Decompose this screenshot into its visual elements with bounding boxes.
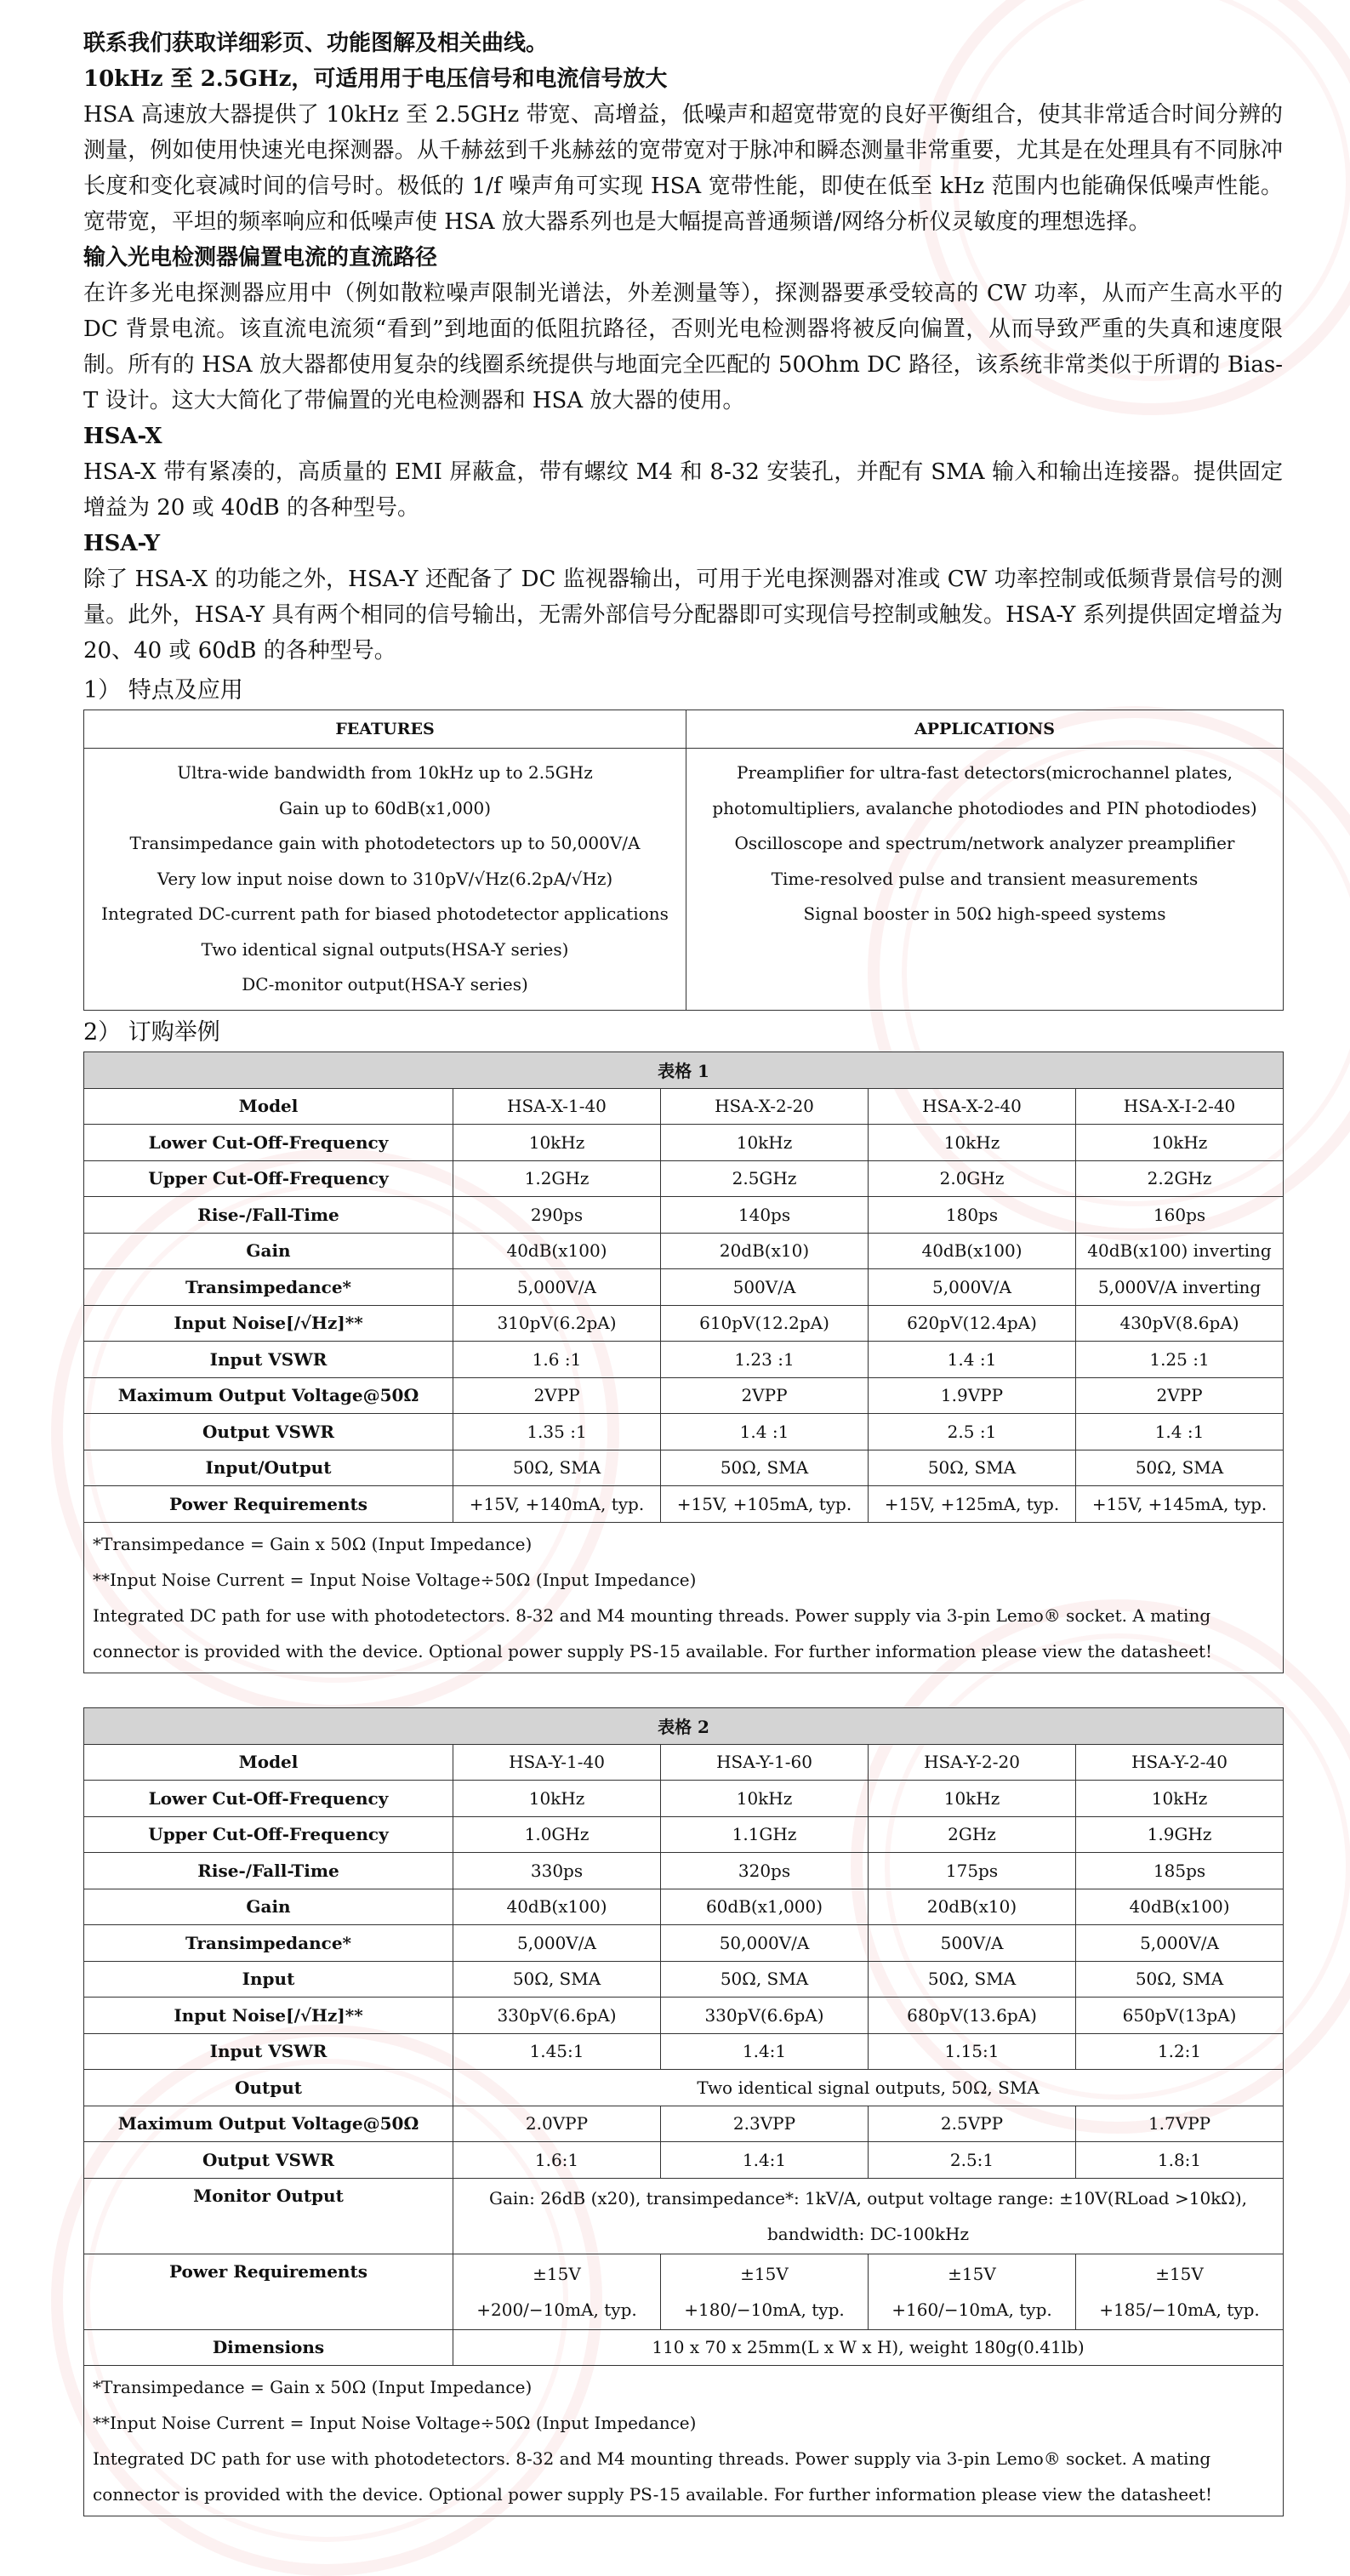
table-2-note: **Input Noise Current = Input Noise Voltage÷50Ω (Input Impedance)	[93, 2413, 697, 2433]
table-cell: 1.4 :1	[1076, 1414, 1284, 1450]
table-cell: 10kHz	[1076, 1781, 1284, 1817]
table-cell: 1.6:1	[453, 2142, 661, 2179]
table-cell: 50Ω, SMA	[1076, 1450, 1284, 1486]
table-cell: 430pV(8.6pA)	[1076, 1305, 1284, 1342]
table-cell: 50Ω, SMA	[1076, 1961, 1284, 1998]
table-2-note: Integrated DC path for use with photodetectors. 8-32 and M4 mounting threads. Power supply via 3-pin Lemo® socket. A mating connector is provided with the device. Optional power supply PS-15 available. For further information please view the datasheet!	[93, 2448, 1213, 2505]
table-cell: 610pV(12.2pA)	[661, 1305, 869, 1342]
table-row	[84, 1305, 1284, 1342]
table-row	[84, 1088, 1284, 1125]
applications-header: APPLICATIONS	[686, 710, 1284, 749]
table-row	[84, 1160, 1284, 1197]
heading-dc-path: 输入光电检测器偏置电流的直流路径	[83, 245, 438, 271]
table-cell: 5,000V/A	[453, 1925, 661, 1962]
document-page	[83, 26, 1283, 2516]
dimensions-value: 110 x 70 x 25mm(L x W x H), weight 180g(0.41lb)	[453, 2329, 1284, 2366]
table-cell: 500V/A	[869, 1925, 1076, 1962]
table-cell: 2.5:1	[869, 2142, 1076, 2179]
table-cell: 620pV(12.4pA)	[869, 1305, 1076, 1342]
table-cell: HSA-Y-1-60	[661, 1744, 869, 1781]
table-cell: 330ps	[453, 1853, 661, 1889]
features-header: FEATURES	[84, 710, 686, 749]
table-cell: HSA-X-1-40	[453, 1088, 661, 1125]
table-cell: 2.5 :1	[869, 1414, 1076, 1450]
table-cell: 5,000V/A inverting	[1076, 1269, 1284, 1306]
feature-item: DC-monitor output(HSA-Y series)	[242, 974, 528, 994]
table-cell: 40dB(x100)	[453, 1233, 661, 1269]
section-features-title: 1） 特点及应用	[83, 677, 243, 704]
table-row	[84, 1125, 1284, 1161]
table-cell: HSA-Y-2-20	[869, 1744, 1076, 1781]
row-label: Upper Cut-Off-Frequency	[84, 1160, 453, 1197]
application-item: Preamplifier for ultra-fast detectors(microchannel plates,	[737, 762, 1233, 783]
spec-table-1	[83, 1051, 1284, 1673]
table-1-note: **Input Noise Current = Input Noise Voltage÷50Ω (Input Impedance)	[93, 1569, 697, 1590]
table-cell: +15V, +145mA, typ.	[1076, 1486, 1284, 1523]
table-cell: 175ps	[869, 1853, 1076, 1889]
row-label: Lower Cut-Off-Frequency	[84, 1781, 453, 1817]
table-cell: 20dB(x10)	[661, 1233, 869, 1269]
power-voltage: ±15V	[533, 2263, 581, 2284]
table-1-note: *Transimpedance = Gain x 50Ω (Input Impedance)	[93, 1533, 533, 1554]
table-cell: 50Ω, SMA	[869, 1961, 1076, 1998]
row-label: Power Requirements	[84, 1486, 453, 1523]
table-cell: 50Ω, SMA	[661, 1961, 869, 1998]
power-current: +180/−10mA, typ.	[684, 2299, 845, 2320]
power-cell	[661, 2254, 869, 2329]
table-row	[84, 1998, 1284, 2034]
table-cell: 1.4 :1	[661, 1414, 869, 1450]
application-item: Signal booster in 50Ω high-speed systems	[803, 903, 1166, 924]
table-cell: HSA-Y-1-40	[453, 1744, 661, 1781]
row-label: Upper Cut-Off-Frequency	[84, 1816, 453, 1853]
heading-hsa-y: HSA-Y	[83, 531, 161, 556]
table-cell: 185ps	[1076, 1853, 1284, 1889]
table-cell: 650pV(13pA)	[1076, 1998, 1284, 2034]
table-cell: 320ps	[661, 1853, 869, 1889]
table-cell: 310pV(6.2pA)	[453, 1305, 661, 1342]
application-item: Oscilloscope and spectrum/network analyzer preamplifier	[734, 833, 1235, 853]
table-cell: 10kHz	[453, 1125, 661, 1161]
table-row	[84, 1233, 1284, 1269]
table-cell: 1.0GHz	[453, 1816, 661, 1853]
row-label: Maximum Output Voltage@50Ω	[84, 2106, 453, 2142]
application-item: Time-resolved pulse and transient measurements	[771, 868, 1199, 889]
row-label: Input VSWR	[84, 1342, 453, 1378]
table-cell: 40dB(x100)	[869, 1233, 1076, 1269]
table-cell: 2VPP	[661, 1377, 869, 1414]
table-row	[84, 1781, 1284, 1817]
table-cell: HSA-X-2-40	[869, 1088, 1076, 1125]
table-cell: 50Ω, SMA	[661, 1450, 869, 1486]
row-label: Input Noise[/√Hz]**	[84, 1305, 453, 1342]
table-row	[84, 1450, 1284, 1486]
row-label: Transimpedance*	[84, 1269, 453, 1306]
table-cell: 1.23 :1	[661, 1342, 869, 1378]
table-row	[84, 2106, 1284, 2142]
table-cell: 330pV(6.6pA)	[453, 1998, 661, 2034]
power-voltage: ±15V	[1155, 2263, 1204, 2284]
table-cell: 10kHz	[453, 1781, 661, 1817]
feature-item: Ultra-wide bandwidth from 10kHz up to 2.5GHz	[177, 762, 593, 783]
row-label: Output VSWR	[84, 1414, 453, 1450]
table-cell: 40dB(x100) inverting	[1076, 1233, 1284, 1269]
table-cell: 2.5VPP	[869, 2106, 1076, 2142]
table-cell: 1.4 :1	[869, 1342, 1076, 1378]
row-label: Gain	[84, 1889, 453, 1925]
row-label: Input VSWR	[84, 2033, 453, 2070]
table-cell: 290ps	[453, 1197, 661, 1234]
table-cell: 10kHz	[1076, 1125, 1284, 1161]
table-cell: 1.6 :1	[453, 1342, 661, 1378]
table-row	[84, 1925, 1284, 1962]
feature-item: Gain up to 60dB(x1,000)	[278, 797, 492, 818]
table-cell: 1.9GHz	[1076, 1816, 1284, 1853]
table-2-caption: 表格 2	[84, 1707, 1284, 1744]
table-cell: 2GHz	[869, 1816, 1076, 1853]
table-cell: 1.9VPP	[869, 1377, 1076, 1414]
table-row	[84, 1486, 1284, 1523]
features-list	[84, 749, 686, 1011]
row-label: Model	[84, 1088, 453, 1125]
heading-hsa-x: HSA-X	[83, 424, 162, 449]
intro-paragraph: HSA 高速放大器提供了 10kHz 至 2.5GHz 带宽、高增益，低噪声和超宽带宽的良好平衡组合，使其非常适合时间分辨的测量，例如使用快速光电探测器。从千赫兹到千兆赫兹的宽带宽对于脉冲和瞬态测量非常重要，尤其是在处理具有不同脉冲长度和变化衰减时间的信号时。极低的 1/f 噪声角可实现 HSA 宽带性能，即使在低至 kHz 范围内也能确保低噪声性能。宽带宽，平坦的频率响应和低噪声使 HSA 放大器系列也是大幅提高普通频谱/网络分析仪灵敏度的理想选择。	[83, 102, 1283, 235]
table-cell: 10kHz	[869, 1781, 1076, 1817]
feature-item: Two identical signal outputs(HSA-Y series)	[201, 938, 569, 960]
section-ordering-title: 2） 订购举例	[83, 1018, 220, 1046]
row-label: Transimpedance*	[84, 1925, 453, 1962]
table-cell: +15V, +105mA, typ.	[661, 1486, 869, 1523]
table-cell: 20dB(x10)	[869, 1889, 1076, 1925]
table-1-notes	[84, 1522, 1284, 1673]
row-label: Gain	[84, 1233, 453, 1269]
table-cell: 160ps	[1076, 1197, 1284, 1234]
table-cell: 1.2GHz	[453, 1160, 661, 1197]
table-cell: 500V/A	[661, 1269, 869, 1306]
table-cell: HSA-X-I-2-40	[1076, 1088, 1284, 1125]
hsa-y-paragraph: 除了 HSA-X 的功能之外，HSA-Y 还配备了 DC 监视器输出，可用于光电探测器对准或 CW 功率控制或低频背景信号的测量。此外，HSA-Y 具有两个相同的信号输出，无需外部信号分配器即可实现信号控制或触发。HSA-Y 系列提供固定增益为 20、40 或 60dB 的各种型号。	[83, 567, 1283, 664]
table-cell: HSA-Y-2-40	[1076, 1744, 1284, 1781]
table-cell: 1.7VPP	[1076, 2106, 1284, 2142]
table-cell: 2.5GHz	[661, 1160, 869, 1197]
table-cell: 1.4:1	[661, 2142, 869, 2179]
power-current: +160/−10mA, typ.	[891, 2299, 1052, 2320]
table-cell: 5,000V/A	[1076, 1925, 1284, 1962]
table-cell: 1.4:1	[661, 2033, 869, 2070]
row-label: Model	[84, 1744, 453, 1781]
features-table	[83, 710, 1284, 1011]
table-cell: 5,000V/A	[869, 1269, 1076, 1306]
dc-path-paragraph: 在许多光电探测器应用中（例如散粒噪声限制光谱法，外差测量等），探测器要承受较高的 CW 功率，从而产生高水平的 DC 背景电流。该直流电流须“看到”到地面的低阻抗路径，否则光电检测器将被反向偏置，从而导致严重的失真和速度限制。所有的 HSA 放大器都使用复杂的线圈系统提供与地面完全匹配的 50Ohm DC 路径，该系统非常类似于所谓的 Bias-T 设计。这大大简化了带偏置的光电检测器和 HSA 放大器的使用。	[83, 281, 1283, 413]
power-current: +185/−10mA, typ.	[1099, 2299, 1260, 2320]
table-cell: 330pV(6.6pA)	[661, 1998, 869, 2034]
row-label: Rise-/Fall-Time	[84, 1197, 453, 1234]
applications-list	[686, 749, 1284, 1011]
table-cell: +15V, +125mA, typ.	[869, 1486, 1076, 1523]
table-row	[84, 1269, 1284, 1306]
hsa-x-paragraph: HSA-X 带有紧凑的，高质量的 EMI 屏蔽盒，带有螺纹 M4 和 8-32 安装孔，并配有 SMA 输入和输出连接器。提供固定增益为 20 或 40dB 的各种型号。	[83, 459, 1283, 521]
table-cell: 1.15:1	[869, 2033, 1076, 2070]
feature-item: Integrated DC-current path for biased photodetector applications	[101, 903, 669, 924]
table-row	[84, 1853, 1284, 1889]
headline: 10kHz 至 2.5GHz，可适用用于电压信号和电流信号放大	[83, 66, 668, 92]
row-label: Power Requirements	[84, 2254, 453, 2329]
table-cell: 10kHz	[869, 1125, 1076, 1161]
output-value: Two identical signal outputs, 50Ω, SMA	[453, 2070, 1284, 2106]
power-current: +200/−10mA, typ.	[476, 2299, 637, 2320]
spec-table-2	[83, 1707, 1284, 2517]
table-1-caption: 表格 1	[84, 1051, 1284, 1088]
table-1-note: Integrated DC path for use with photodetectors. 8-32 and M4 mounting threads. Power supply via 3-pin Lemo® socket. A mating connector is provided with the device. Optional power supply PS-15 available. For further information please view the datasheet!	[93, 1604, 1213, 1661]
row-label: Input	[84, 1961, 453, 1998]
row-label: Rise-/Fall-Time	[84, 1853, 453, 1889]
table-row	[84, 2033, 1284, 2070]
table-cell: 140ps	[661, 1197, 869, 1234]
power-cell	[869, 2254, 1076, 2329]
table-cell: 60dB(x1,000)	[661, 1889, 869, 1925]
power-voltage: ±15V	[948, 2263, 996, 2284]
monitor-output-value: Gain: 26dB (x20), transimpedance*: 1kV/A, output voltage range: ±10V(RLoad >10kΩ), bandwidth: DC-100kHz	[453, 2178, 1284, 2254]
table-cell: HSA-X-2-20	[661, 1088, 869, 1125]
table-row	[84, 1961, 1284, 1998]
power-voltage: ±15V	[740, 2263, 789, 2284]
table-cell: 2.0GHz	[869, 1160, 1076, 1197]
table-row	[84, 1889, 1284, 1925]
table-cell: 2.0VPP	[453, 2106, 661, 2142]
table-cell: 180ps	[869, 1197, 1076, 1234]
table-cell: 50,000V/A	[661, 1925, 869, 1962]
table-cell: 40dB(x100)	[1076, 1889, 1284, 1925]
table-row	[84, 2142, 1284, 2179]
table-cell: 2.2GHz	[1076, 1160, 1284, 1197]
table-cell: 1.45:1	[453, 2033, 661, 2070]
table-row	[84, 1342, 1284, 1378]
row-label: Maximum Output Voltage@50Ω	[84, 1377, 453, 1414]
table-cell: 1.8:1	[1076, 2142, 1284, 2179]
row-label: Dimensions	[84, 2329, 453, 2366]
table-row	[84, 1744, 1284, 1781]
table-cell: 50Ω, SMA	[453, 1450, 661, 1486]
table-cell: 50Ω, SMA	[453, 1961, 661, 1998]
table-row	[84, 1377, 1284, 1414]
feature-item: Transimpedance gain with photodetectors up to 50,000V/A	[129, 833, 641, 853]
table-cell: 5,000V/A	[453, 1269, 661, 1306]
table-cell: 50Ω, SMA	[869, 1450, 1076, 1486]
table-cell: +15V, +140mA, typ.	[453, 1486, 661, 1523]
table-cell: 10kHz	[661, 1125, 869, 1161]
power-cell	[1076, 2254, 1284, 2329]
table-2-note: *Transimpedance = Gain x 50Ω (Input Impedance)	[93, 2377, 533, 2397]
table-row	[84, 1197, 1284, 1234]
table-2-notes	[84, 2366, 1284, 2516]
table-cell: 40dB(x100)	[453, 1889, 661, 1925]
row-label: Monitor Output	[84, 2178, 453, 2254]
feature-item: Very low input noise down to 310pV/√Hz(6.2pA/√Hz)	[157, 868, 613, 889]
table-cell: 2VPP	[453, 1377, 661, 1414]
table-cell: 1.1GHz	[661, 1816, 869, 1853]
table-cell: 1.25 :1	[1076, 1342, 1284, 1378]
table-cell: 680pV(13.6pA)	[869, 1998, 1076, 2034]
row-label: Input Noise[/√Hz]**	[84, 1998, 453, 2034]
application-item: photomultipliers, avalanche photodiodes and PIN photodiodes)	[712, 797, 1257, 818]
row-label: Lower Cut-Off-Frequency	[84, 1125, 453, 1161]
table-row	[84, 1816, 1284, 1853]
contact-line: 联系我们获取详细彩页、功能图解及相关曲线。	[83, 31, 549, 56]
power-cell	[453, 2254, 661, 2329]
table-cell: 1.35 :1	[453, 1414, 661, 1450]
table-cell: 2VPP	[1076, 1377, 1284, 1414]
table-cell: 2.3VPP	[661, 2106, 869, 2142]
table-cell: 1.2:1	[1076, 2033, 1284, 2070]
row-label: Output VSWR	[84, 2142, 453, 2179]
row-label: Output	[84, 2070, 453, 2106]
row-label: Input/Output	[84, 1450, 453, 1486]
table-row	[84, 1414, 1284, 1450]
table-cell: 10kHz	[661, 1781, 869, 1817]
